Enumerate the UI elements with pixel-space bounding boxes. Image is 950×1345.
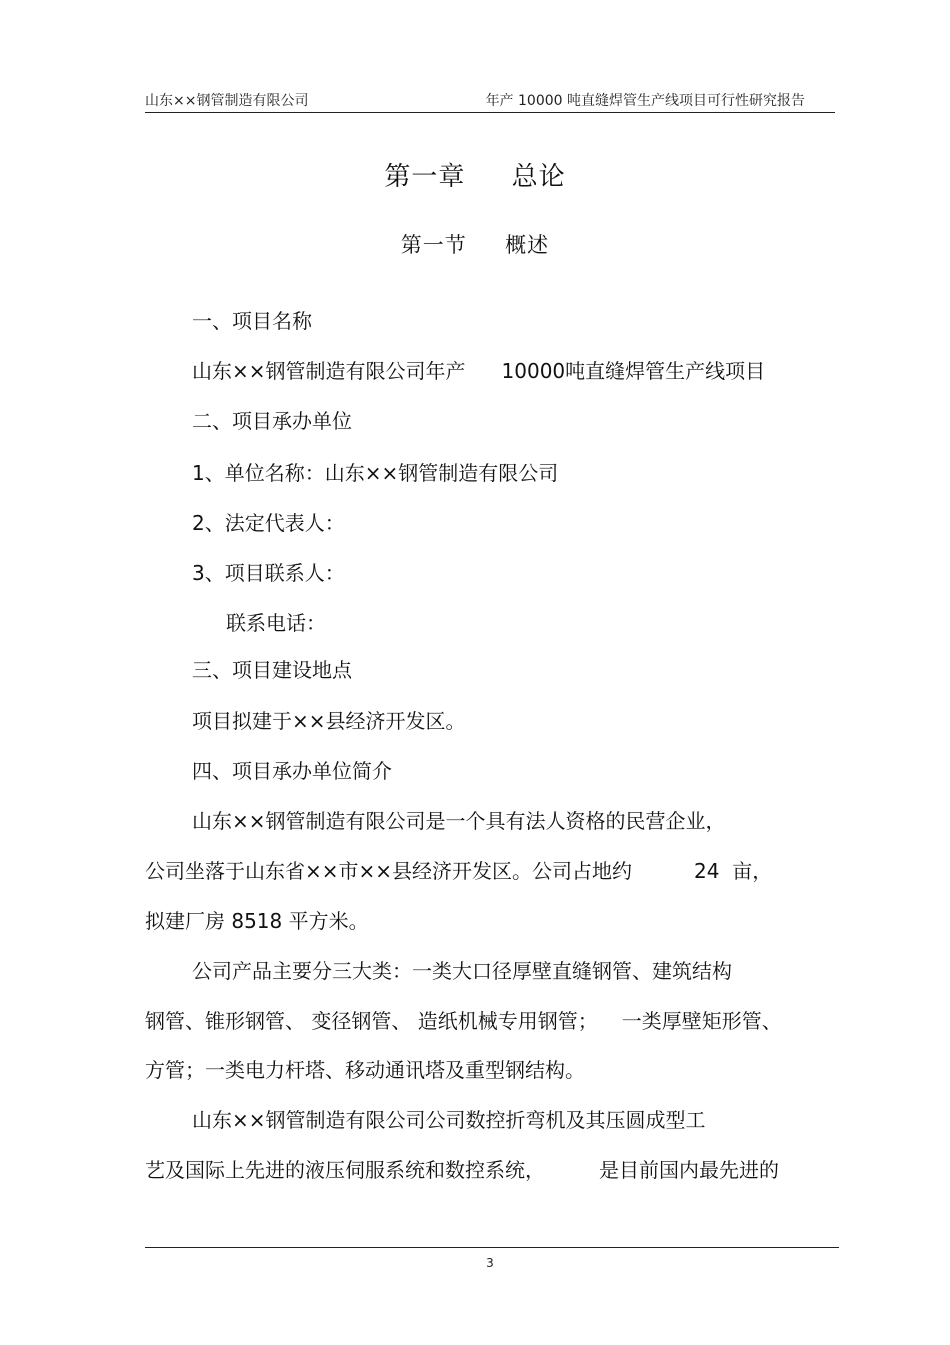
project-contact: 3、项目联系人：	[192, 561, 345, 585]
page-number: 3	[486, 1256, 494, 1270]
location-text: 项目拟建于××县经济开发区。	[192, 709, 466, 733]
unit-name: 1、单位名称：山东××钢管制造有限公司	[192, 461, 559, 485]
header-report-title: 年产 10000 吨直缝焊管生产线项目可行性研究报告	[485, 93, 805, 109]
intro-p1-line1: 山东××钢管制造有限公司是一个具有法人资格的民营企业，	[192, 809, 726, 833]
intro-p2-line2-end: 一类厚壁矩形管、	[621, 1009, 782, 1033]
page-header	[145, 88, 835, 113]
intro-p3-line1: 山东××钢管制造有限公司公司数控折弯机及其压圆成型工	[192, 1108, 706, 1132]
intro-p2-line2-text: 钢管、锥形钢管、 变径钢管、 造纸机械专用钢管；	[145, 1009, 598, 1033]
heading-company-intro: 四、项目承办单位简介	[192, 759, 392, 783]
chapter-title: 第一章 总论	[384, 162, 566, 192]
intro-p1-line3: 拟建厂房 8518 平方米。	[145, 909, 369, 933]
heading-project-name: 一、项目名称	[192, 309, 312, 333]
project-name-part2: 10000吨直缝焊管生产线项目	[501, 359, 766, 383]
intro-p1-line2-text: 公司坐落于山东省××市××县经济开发区。公司占地约	[145, 859, 633, 883]
heading-location: 三、项目建设地点	[192, 658, 352, 682]
project-name-part1: 山东××钢管制造有限公司年产	[192, 359, 466, 383]
footer-rule	[145, 1247, 839, 1248]
intro-p2-line2	[145, 1007, 782, 1035]
intro-p3-line2-end: 是目前国内最先进的	[599, 1158, 779, 1182]
intro-p1-area: 24 亩，	[694, 859, 773, 883]
intro-p2-line3: 方管；一类电力杆塔、移动通讯塔及重型钢结构。	[145, 1058, 585, 1082]
heading-project-unit: 二、项目承办单位	[192, 409, 352, 433]
contact-phone: 联系电话：	[226, 611, 326, 635]
section-title: 第一节 概述	[400, 233, 550, 257]
project-name-line	[192, 357, 765, 385]
intro-p2-line1: 公司产品主要分三大类：一类大口径厚壁直缝钢管、建筑结构	[192, 959, 732, 983]
intro-p3-line2	[145, 1156, 779, 1184]
intro-p1-line2	[145, 857, 772, 885]
header-company: 山东××钢管制造有限公司	[145, 93, 309, 109]
intro-p3-line2-text: 艺及国际上先进的液压伺服系统和数控系统，	[145, 1158, 545, 1182]
legal-representative: 2、法定代表人：	[192, 511, 345, 535]
